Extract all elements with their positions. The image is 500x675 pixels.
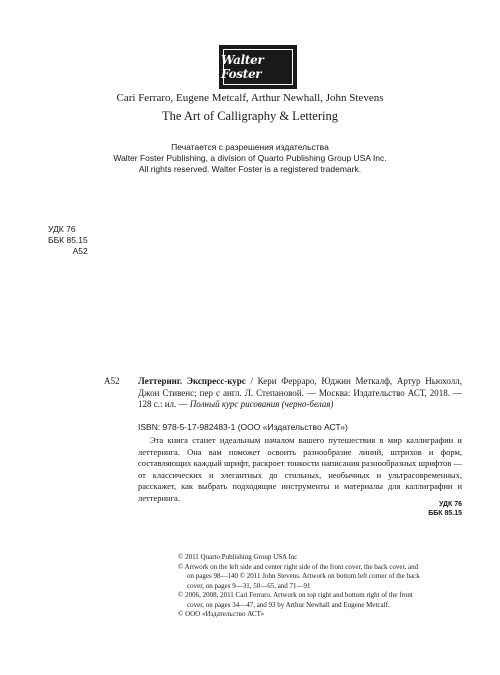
publisher-logo-text: Walter Foster [221, 53, 264, 81]
copyright-line: © Artwork on the left side and center right side of the front cover, the back cover, and on pages 98—140 © 2011 John Stevens. Artwork on bottom left corner of the back cover, on pages 9—31, 50—65, and 71—91 [178, 562, 420, 590]
author-code: А52 [72, 246, 88, 256]
catalog-entry [138, 376, 462, 411]
catalog-title: Леттеринг. Экспресс-курс [138, 376, 246, 386]
bbk-code: ББК 85.15 [48, 235, 88, 245]
udk-code: УДК 76 [48, 224, 76, 234]
authors-line: Cari Ferraro, Eugene Metcalf, Arthur Newhall, John Stevens [116, 92, 384, 104]
publisher-logo [219, 45, 297, 89]
annotation-paragraph: Эта книга станет идеальным началом вашего путешествия в мир каллиграфии и леттеринга. Она вам поможет освоить разнообразие линий, штрихов и форм, составляющих каждый шрифт, раскроет тонкости написания разнообразных шрифтов — от классических и элегантных до стильных, необычных и ультрасовременных, расскажет, как выбрать подходящие инструменты и материалы для каллиграфии и леттеринга. [138, 435, 462, 503]
bbk-code-small: ББК 85.15 [428, 510, 462, 517]
permission-notice [0, 142, 500, 175]
udk-code-small: УДК 76 [439, 501, 462, 508]
copyright-line: © ООО «Издательство АСТ» [178, 610, 265, 618]
classification-small [428, 500, 462, 518]
catalog-series: Полный курс рисования (черно-белая) [189, 399, 334, 409]
permission-line-1: Печатается с разрешения издательства [171, 142, 329, 152]
catalog-entry-main: / Кери Ферраро, Юджин Меткалф, Артур Ньюхолл, Джон Стивенс; пер с англ. Л. Степановой. — Москва: Издательство АСТ, 2018. — 128 с.: ил. — [138, 376, 462, 409]
catalog-author-code: А52 [104, 376, 120, 386]
permission-line-2: Walter Foster Publishing, a division of Quarto Publishing Group USA Inc. [113, 153, 387, 163]
copyright-line: © 2006, 2008, 2011 Cari Ferraro. Artwork on top right and bottom right of the front cover, on pages 34—47, and 93 by Arthur Newhall and Eugene Metcalf. [178, 591, 413, 609]
copyright-block [178, 553, 423, 620]
isbn-line: ISBN: 978-5-17-982483-1 (ООО «Издательство АСТ») [138, 422, 348, 432]
copyright-line: © 2011 Quarto Publishing Group USA Inc [178, 553, 298, 561]
classification-block [48, 224, 88, 257]
permission-line-3: All rights reserved. Walter Foster is a registered trademark. [138, 164, 362, 174]
book-title: The Art of Calligraphy & Lettering [162, 109, 338, 123]
